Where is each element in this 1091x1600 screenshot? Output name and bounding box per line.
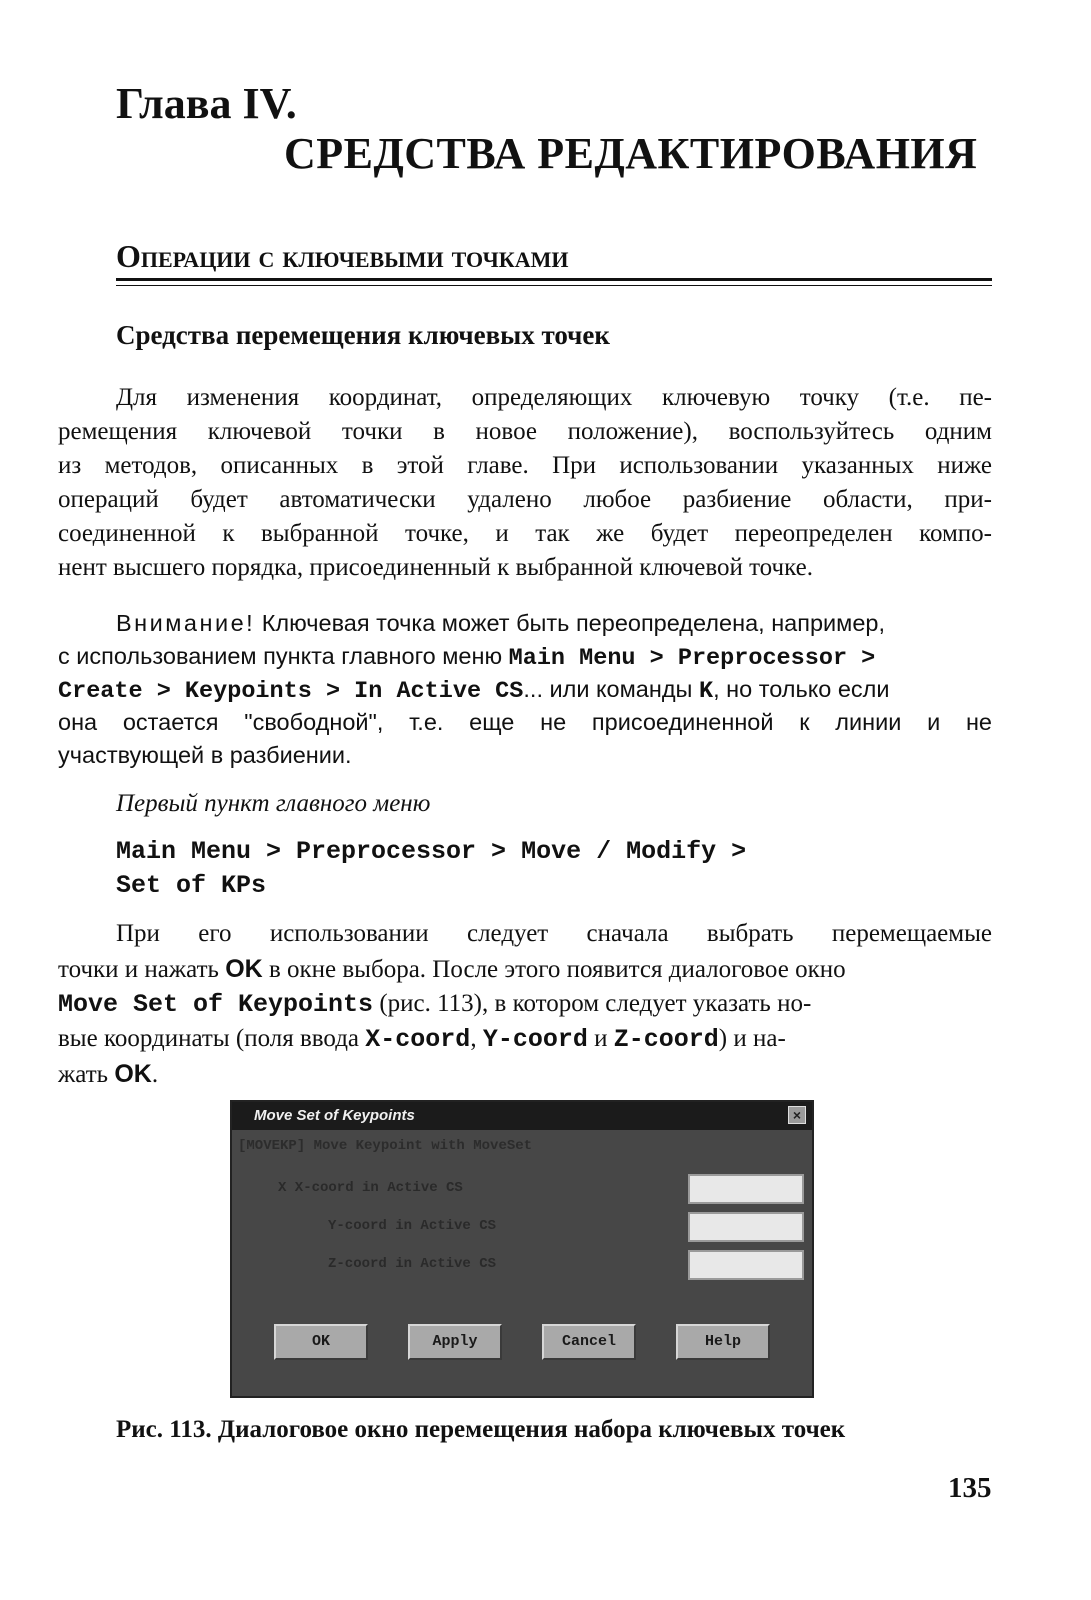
paragraph2-text: точки и нажать xyxy=(58,956,226,983)
figure-caption: Рис. 113. Диалоговое окно перемещения набора ключевых точек xyxy=(116,1416,846,1443)
x-coord-input[interactable] xyxy=(688,1174,804,1204)
paragraph2-text: (рис. 113), в котором следует указать но- xyxy=(373,990,812,1017)
dialog-title: Move Set of Keypoints xyxy=(254,1107,415,1124)
note-line xyxy=(58,643,992,672)
note-attention-word: Внимание! xyxy=(116,610,256,636)
command-code: K xyxy=(698,678,714,705)
move-set-of-keypoints-dialog xyxy=(230,1100,814,1398)
note-text: Ключевая точка может быть переопределена, например, xyxy=(255,610,885,636)
paragraph2-text: в окне выбора. После этого появится диалоговое окно xyxy=(262,956,846,983)
paragraph2-text: . xyxy=(151,1061,159,1088)
note-text: ... или команды xyxy=(523,676,699,702)
paragraph2-text: , xyxy=(470,1025,483,1052)
note-text: , но только если xyxy=(713,676,890,702)
paragraph2-text: жать xyxy=(58,1061,115,1088)
note-line xyxy=(58,676,992,705)
paragraph2-line xyxy=(58,955,992,984)
z-coord-label: Z-coord in Active CS xyxy=(328,1256,497,1272)
dialog-body xyxy=(232,1130,812,1396)
paragraph1-line: соединенной к выбранной точке, и так же будет переопределен компо- xyxy=(58,520,992,547)
paragraph2-text: вые координаты (поля ввода xyxy=(58,1025,366,1052)
menu-path-code: Create > Keypoints > In Active CS xyxy=(58,678,524,705)
subsection-title: Средства перемещения ключевых точек xyxy=(116,320,610,350)
paragraph2-text: ) и на- xyxy=(718,1025,786,1052)
close-icon[interactable]: × xyxy=(788,1106,806,1124)
field-name-code: Z-coord xyxy=(613,1025,719,1054)
ok-code: OK xyxy=(114,1060,152,1088)
field-name-code: Y-coord xyxy=(482,1025,588,1054)
help-button[interactable]: Help xyxy=(676,1324,770,1360)
paragraph1-line: операций будет автоматически удалено любое разбиение области, при- xyxy=(58,486,992,513)
section-rule-thick xyxy=(116,278,992,281)
x-coord-label: X X-coord in Active CS xyxy=(278,1180,463,1196)
paragraph2-line xyxy=(58,1060,992,1089)
cancel-button[interactable]: Cancel xyxy=(542,1324,636,1360)
field-name-code: X-coord xyxy=(365,1025,471,1054)
section-rule-thin xyxy=(116,285,992,286)
paragraph1-line: нент высшего порядка, присоединенный к выбранной ключевой точке. xyxy=(58,554,813,581)
menu-path-line: Set of KPs xyxy=(116,871,267,900)
chapter-title: СРЕДСТВА РЕДАКТИРОВАНИЯ xyxy=(284,129,978,178)
dialog-heading: [MOVEKP] Move Keypoint with MoveSet xyxy=(238,1138,533,1154)
ok-button[interactable]: OK xyxy=(274,1324,368,1360)
note-line xyxy=(116,610,992,637)
ok-code: OK xyxy=(225,955,263,983)
menu-path-code: Main Menu > Preprocessor > xyxy=(508,645,876,672)
y-coord-label: Y-coord in Active CS xyxy=(328,1218,497,1234)
menu-path-line: Main Menu > Preprocessor > Move / Modify > xyxy=(116,837,747,866)
dialog-titlebar[interactable] xyxy=(232,1102,812,1130)
paragraph1-line: ремещения ключевой точки в новое положение), воспользуйтесь одним xyxy=(58,418,992,445)
z-coord-input[interactable] xyxy=(688,1250,804,1280)
chapter-label: Глава IV. xyxy=(116,79,297,128)
y-coord-input[interactable] xyxy=(688,1212,804,1242)
paragraph2-line xyxy=(58,990,992,1019)
dialog-name-code: Move Set of Keypoints xyxy=(58,990,374,1019)
paragraph2-line: При его использовании следует сначала выбрать перемещаемые xyxy=(116,920,992,947)
page-number: 135 xyxy=(948,1472,992,1504)
section-title: Операции с ключевыми точками xyxy=(116,238,569,274)
note-line: участвующей в разбиении. xyxy=(58,742,352,768)
note-text: с использованием пункта главного меню xyxy=(58,643,509,669)
paragraph1-line: из методов, описанных в этой главе. При использовании указанных ниже xyxy=(58,452,992,479)
apply-button[interactable]: Apply xyxy=(408,1324,502,1360)
menu-item-caption: Первый пункт главного меню xyxy=(116,790,431,817)
note-line: она остается "свободной", т.е. еще не присоединенной к линии и не xyxy=(58,709,992,735)
paragraph2-line xyxy=(58,1025,992,1054)
paragraph2-text: и xyxy=(587,1025,614,1052)
paragraph1-line: Для изменения координат, определяющих ключевую точку (т.е. пе- xyxy=(116,384,992,411)
